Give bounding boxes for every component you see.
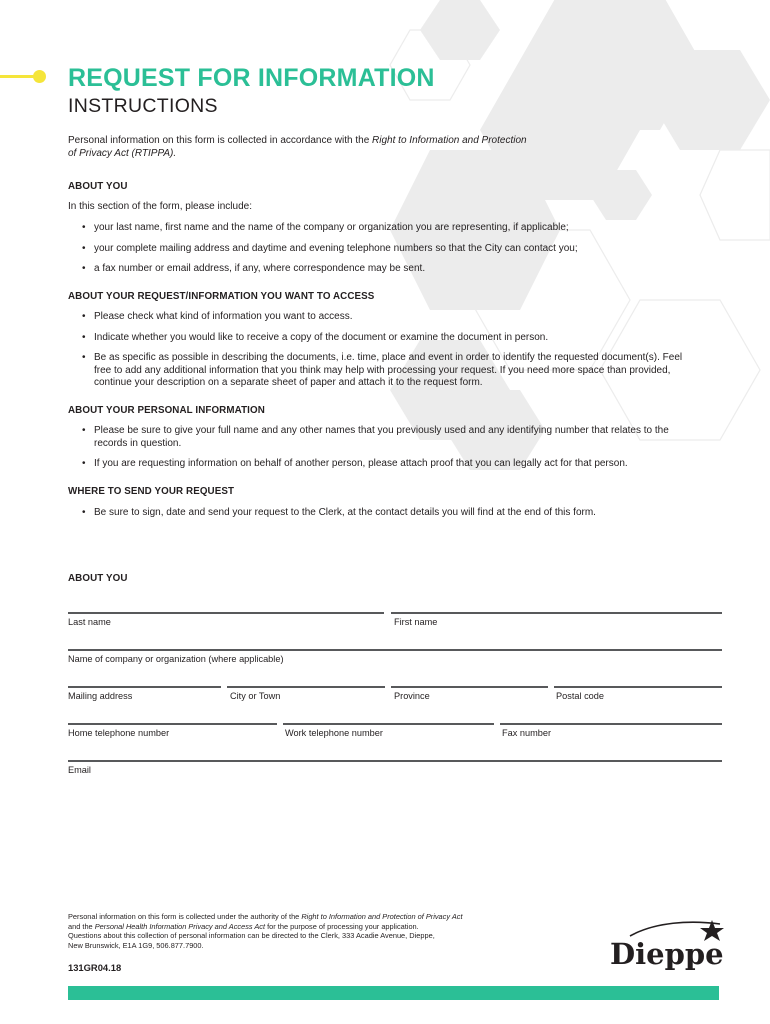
work-phone-field[interactable] xyxy=(283,723,494,725)
intro-act-line1: Right to Information and Protection xyxy=(372,135,527,146)
intro-act-line2: of Privacy Act (RTIPPA). xyxy=(68,148,177,159)
footnote-text: for the purpose of processing your application. xyxy=(265,921,419,931)
form-heading-about-you: ABOUT YOU xyxy=(68,573,128,584)
section-heading-send-request: WHERE TO SEND YOUR REQUEST xyxy=(68,486,235,497)
home-phone-field[interactable] xyxy=(68,723,277,725)
bullet-item: • your last name, first name and the name of the company or organization you are representing, if applicable; xyxy=(82,222,702,235)
last-name-field[interactable] xyxy=(68,612,384,614)
page-title: REQUEST FOR INFORMATION xyxy=(68,64,435,92)
bullet-list-send-request xyxy=(82,507,702,520)
footnote-text: and the xyxy=(68,921,95,931)
bullet-item: • Indicate whether you would like to receive a copy of the document or examine the document in person. xyxy=(82,332,702,345)
accent-dot xyxy=(33,70,46,83)
section-heading-request: ABOUT YOUR REQUEST/INFORMATION YOU WANT TO ACCESS xyxy=(68,291,375,302)
bullet-list-request xyxy=(82,311,702,390)
footnote-text: Questions about this collection of personal information can be directed to the Clerk, 333 Acadie Avenue, Dieppe, xyxy=(68,931,435,941)
bullet-item: • Be as specific as possible in describing the documents, i.e. time, place and event in order to identify the requested document(s). Feel free to add any additional information that you think may help with processing your request. If you need more space than provided, continue your description on a separate sheet of paper and attach it to the request form. xyxy=(82,352,690,390)
last-name-label: Last name xyxy=(68,617,111,627)
section-heading-personal-info: ABOUT YOUR PERSONAL INFORMATION xyxy=(68,405,265,416)
intro-paragraph xyxy=(68,134,588,160)
accent-line xyxy=(0,75,36,78)
postal-code-label: Postal code xyxy=(556,691,605,701)
bottom-accent-bar xyxy=(68,986,719,1000)
first-name-field[interactable] xyxy=(391,612,722,614)
home-phone-label: Home telephone number xyxy=(68,728,170,738)
bullet-item: • If you are requesting information on behalf of another person, please attach proof that you can legally act for that person. xyxy=(82,458,702,471)
email-label: Email xyxy=(68,765,91,775)
city-field[interactable] xyxy=(227,686,385,688)
bullet-item: • Please check what kind of information you want to access. xyxy=(82,311,702,324)
intro-text: Personal information on this form is collected in accordance with the xyxy=(68,135,373,146)
fax-label: Fax number xyxy=(502,728,552,738)
bullet-list-about-you xyxy=(82,222,702,276)
section-lead: In this section of the form, please include: xyxy=(68,201,252,212)
footnote-act: Personal Health Information Privacy and Access Act xyxy=(94,921,266,931)
bullet-item: • Please be sure to give your full name and any other names that you previously used and any identifying number that relates to the records in question. xyxy=(82,425,690,450)
privacy-footnote xyxy=(68,912,528,950)
logo-text: Dieppe xyxy=(610,937,724,971)
footnote-act: Right to Information and Protection of Privacy Act xyxy=(301,912,463,921)
email-field[interactable] xyxy=(68,760,722,762)
footnote-text: Personal information on this form is collected under the authority of the xyxy=(68,912,302,921)
first-name-label: First name xyxy=(394,617,438,627)
section-heading-about-you: ABOUT YOU xyxy=(68,181,128,192)
bullet-list-personal-info xyxy=(82,425,702,471)
mailing-address-label: Mailing address xyxy=(68,691,133,701)
page-subtitle: INSTRUCTIONS xyxy=(68,95,218,117)
form-code: 131GR04.18 xyxy=(68,962,122,973)
company-label: Name of company or organization (where applicable) xyxy=(68,654,284,664)
province-label: Province xyxy=(394,691,430,701)
work-phone-label: Work telephone number xyxy=(285,728,383,738)
fax-field[interactable] xyxy=(500,723,722,725)
dieppe-logo xyxy=(610,918,728,974)
province-field[interactable] xyxy=(391,686,548,688)
bullet-item: • a fax number or email address, if any, where correspondence may be sent. xyxy=(82,263,702,276)
company-field[interactable] xyxy=(68,649,722,651)
footnote-text: New Brunswick, E1A 1G9, 506.877.7900. xyxy=(68,940,204,950)
city-label: City or Town xyxy=(230,691,281,701)
bullet-item: • your complete mailing address and daytime and evening telephone numbers so that the City can contact you; xyxy=(82,243,702,256)
postal-code-field[interactable] xyxy=(554,686,722,688)
mailing-address-field[interactable] xyxy=(68,686,221,688)
bullet-item: • Be sure to sign, date and send your request to the Clerk, at the contact details you will find at the end of this form. xyxy=(82,507,702,520)
